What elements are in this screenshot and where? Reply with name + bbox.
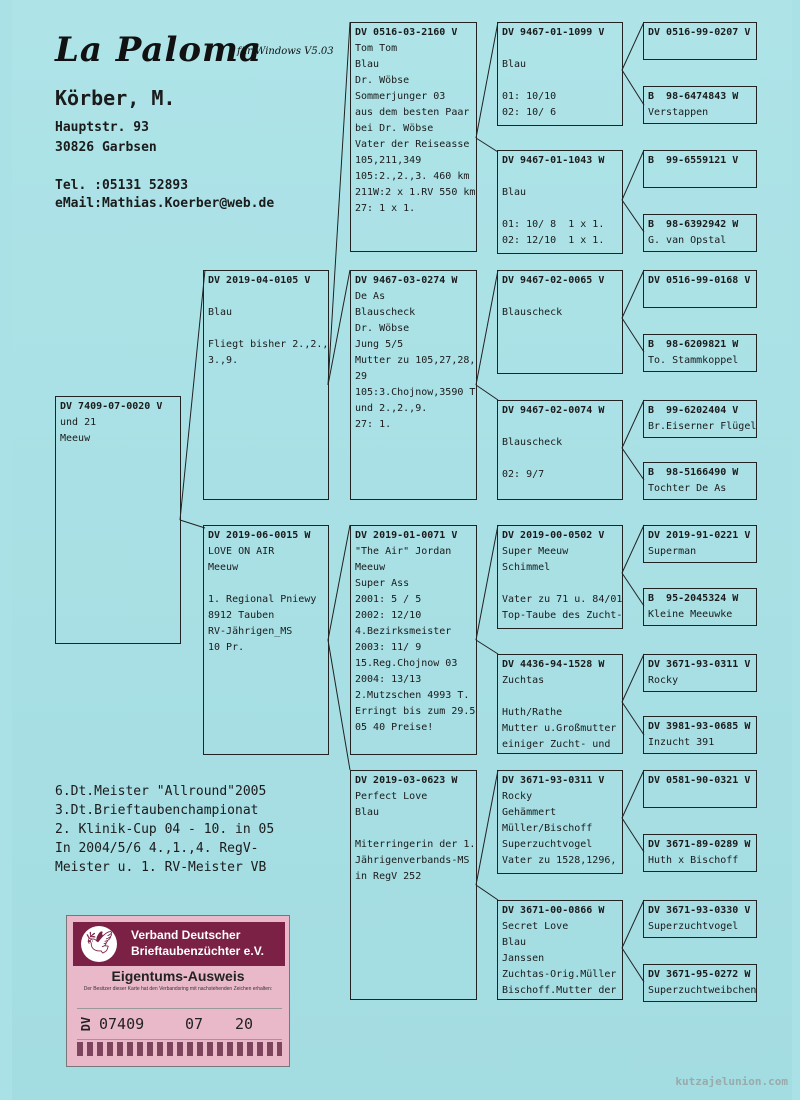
pedigree-line: Janssen (502, 953, 545, 964)
pedigree-line: Superzuchtweibchen (648, 985, 757, 996)
pedigree-line: in RegV 252 (355, 871, 422, 882)
pedigree-line: Superzuchtvogel (648, 921, 739, 932)
pedigree-box-g1 (643, 22, 757, 60)
pedigree-box-g7 (643, 400, 757, 438)
pedigree-box-g2 (643, 86, 757, 124)
ring-number: DV 0516-99-0207 V (648, 27, 751, 38)
pedigree-line: 10 Pr. (208, 642, 245, 653)
pedigree-line: 2004: 13/13 (355, 674, 422, 685)
card-security-pattern (77, 1042, 282, 1056)
watermark: kutzajelunion.com (675, 1075, 788, 1088)
pedigree-box-sds (497, 270, 623, 374)
pedigree-line: 27: 1. (355, 419, 392, 430)
pedigree-line: Vater zu 71 u. 84/01 (502, 594, 623, 605)
pedigree-line: 27: 1 x 1. (355, 203, 416, 214)
card-org-line1: Verband Deutscher (131, 928, 241, 942)
pedigree-line: einiger Zucht- und (502, 739, 611, 750)
owner-city: 30826 Garbsen (55, 140, 157, 155)
pedigree-line (502, 451, 618, 467)
pedigree-line: 29 (355, 371, 368, 382)
pedigree-line: 2003: 11/ 9 (355, 642, 422, 653)
pedigree-line: 4.Bezirksmeister (355, 626, 452, 637)
ring-number: DV 0516-03-2160 V (355, 27, 458, 38)
pedigree-line (208, 289, 324, 305)
ring-number: B 98-6392942 W (648, 219, 739, 230)
pedigree-box-g12 (643, 716, 757, 754)
pedigree-line (355, 821, 472, 837)
pedigree-line: Jährigenverbands-MS (355, 855, 470, 866)
pedigree-line: bei Dr. Wöbse (355, 123, 434, 134)
ring-number: DV 3671-00-0866 W (502, 905, 605, 916)
pedigree-box-dsd (497, 654, 623, 754)
pedigree-line: Zuchtas-Orig.Müller (502, 969, 617, 980)
pedigree-line: Blau (502, 937, 527, 948)
ring-number: DV 2019-06-0015 W (208, 530, 311, 541)
pedigree-line: Rocky (648, 675, 679, 686)
pedigree-box-dd (350, 770, 477, 1000)
pedigree-line: Tom Tom (355, 43, 398, 54)
pedigree-box-ds (350, 525, 477, 755)
pedigree-line: Verstappen (648, 107, 709, 118)
pedigree-line (502, 689, 618, 705)
pedigree-line: 105:2.,2.,3. 460 km (355, 171, 470, 182)
pedigree-box-sd (350, 270, 477, 500)
pedigree-line: Kleine Meeuwke (648, 609, 733, 620)
achievement-line: In 2004/5/6 4.,1.,4. RegV- (55, 841, 259, 856)
ownership-card (66, 915, 290, 1067)
pedigree-line: Tochter De As (648, 483, 727, 494)
pedigree-line (502, 41, 618, 57)
ring-number: DV 2019-91-0221 V (648, 530, 751, 541)
pedigree-line: Meeuw (208, 562, 239, 573)
pedigree-line: Super Ass (355, 578, 410, 589)
ring-number: B 98-5166490 W (648, 467, 739, 478)
pedigree-box-dam (203, 525, 329, 755)
app-logo: La Paloma (55, 30, 263, 70)
owner-phone: Tel. :05131 52893 (55, 178, 189, 193)
pedigree-line: Blau (502, 59, 527, 70)
pedigree-line: Br.Eiserner Flügel (648, 421, 757, 432)
pedigree-line: 02: 12/10 1 x 1. (502, 235, 605, 246)
card-org-line2: Brieftaubenzüchter e.V. (131, 944, 264, 958)
achievement-line: 6.Dt.Meister "Allround"2005 (55, 784, 267, 799)
pedigree-box-g16 (643, 964, 757, 1002)
pedigree-line: 8912 Tauben (208, 610, 275, 621)
pedigree-line: 01: 10/10 (502, 91, 557, 102)
ring-number: DV 3671-93-0330 V (648, 905, 751, 916)
ring-number: DV 2019-00-0502 V (502, 530, 605, 541)
pedigree-line: Blauscheck (502, 307, 563, 318)
ring-number: DV 9467-01-1099 V (502, 27, 605, 38)
ring-number: B 95-2045324 W (648, 593, 739, 604)
pedigree-line: LOVE ON AIR (208, 546, 275, 557)
ring-number: DV 4436-94-1528 W (502, 659, 605, 670)
pedigree-box-g6 (643, 334, 757, 372)
pedigree-line: Fliegt bisher 2.,2., (208, 339, 329, 350)
ring-number: B 99-6559121 V (648, 155, 739, 166)
pedigree-box-sdd (497, 400, 623, 500)
dove-icon: 🕊 (81, 926, 117, 962)
ring-number: DV 9467-02-0074 W (502, 405, 605, 416)
pedigree-line: 105:3.Chojnow,3590 T (355, 387, 476, 398)
pedigree-line: Blau (355, 59, 380, 70)
ring-number: DV 3671-93-0311 V (502, 775, 605, 786)
pedigree-line: Sommerjunger 03 (355, 91, 446, 102)
card-ring-no: 20 (235, 1015, 254, 1033)
pedigree-line: 02: 9/7 (502, 469, 545, 480)
pedigree-box-dss (497, 525, 623, 629)
card-header (73, 922, 285, 966)
achievement-line: 2. Klinik-Cup 04 - 10. in 05 (55, 822, 275, 837)
pedigree-line: und 2.,2.,9. (355, 403, 428, 414)
pedigree-line: G. van Opstal (648, 235, 727, 246)
achievement-line: Meister u. 1. RV-Meister VB (55, 860, 267, 875)
pedigree-line (502, 289, 618, 305)
owner-name: Körber, M. (55, 86, 176, 110)
ring-number: DV 7409-07-0020 V (60, 401, 163, 412)
pedigree-line: 2001: 5 / 5 (355, 594, 422, 605)
pedigree-line: 2002: 12/10 (355, 610, 422, 621)
pedigree-line: Meeuw (355, 562, 386, 573)
pedigree-line: Miterringerin der 1. (355, 839, 476, 850)
achievements-list (55, 782, 274, 877)
pedigree-line: Müller/Bischoff (502, 823, 593, 834)
pedigree-line: Jung 5/5 (355, 339, 404, 350)
card-ring-number (77, 1008, 282, 1040)
pedigree-line: 211W:2 x 1.RV 550 km (355, 187, 476, 198)
pedigree-box-ssd (497, 150, 623, 254)
pedigree-line: "The Air" Jordan (355, 546, 452, 557)
pedigree-box-g8 (643, 462, 757, 500)
pedigree-line: Super Meeuw (502, 546, 569, 557)
pedigree-line (502, 169, 618, 185)
pedigree-line: Blauscheck (355, 307, 416, 318)
pedigree-line: Blau (208, 307, 233, 318)
pedigree-line: Dr. Wöbse (355, 75, 410, 86)
pedigree-line: Schimmel (502, 562, 551, 573)
ring-number: DV 3981-93-0685 W (648, 721, 751, 732)
pedigree-box-g10 (643, 588, 757, 626)
pedigree-line: 15.Reg.Chojnow 03 (355, 658, 458, 669)
pedigree-line: 2.Mutzschen 4993 T. (355, 690, 470, 701)
pedigree-line: 02: 10/ 6 (502, 107, 557, 118)
pedigree-line (502, 201, 618, 217)
pedigree-box-sire (203, 270, 329, 500)
ring-number: DV 0516-99-0168 V (648, 275, 751, 286)
ring-number: DV 2019-03-0623 W (355, 775, 458, 786)
pedigree-line: RV-Jährigen_MS (208, 626, 293, 637)
pedigree-line: Blauscheck (502, 437, 563, 448)
ring-number: DV 9467-01-1043 W (502, 155, 605, 166)
pedigree-line: Mutter u.Großmutter (502, 723, 617, 734)
pedigree-line: Gehämmert (502, 807, 557, 818)
pedigree-line: 01: 10/ 8 1 x 1. (502, 219, 605, 230)
pedigree-line: Vater der Reiseasse (355, 139, 470, 150)
pedigree-line: Secret Love (502, 921, 569, 932)
ring-number: DV 9467-03-0274 W (355, 275, 458, 286)
pedigree-line: Blau (355, 807, 380, 818)
owner-street: Hauptstr. 93 (55, 120, 149, 135)
pedigree-box-g15 (643, 900, 757, 938)
ring-number: DV 3671-93-0311 V (648, 659, 751, 670)
card-year: 07 (185, 1015, 204, 1033)
pedigree-box-ss (350, 22, 477, 252)
pedigree-box-sss (497, 22, 623, 126)
pedigree-box-dds (497, 770, 623, 874)
ring-number: DV 9467-02-0065 V (502, 275, 605, 286)
pedigree-line: 105,211,349 (355, 155, 422, 166)
pedigree-box-g3 (643, 150, 757, 188)
pedigree-box-ddd (497, 900, 623, 1000)
ring-number: DV 2019-04-0105 V (208, 275, 311, 286)
owner-email: eMail:Mathias.Koerber@web.de (55, 196, 275, 211)
pedigree-line: Inzucht 391 (648, 737, 715, 748)
pedigree-line: Meeuw (60, 433, 91, 444)
pedigree-line: Blau (502, 187, 527, 198)
card-number: 07409 (99, 1015, 145, 1033)
ring-number: B 99-6202404 V (648, 405, 739, 416)
card-title: Eigentums-Ausweis (111, 968, 245, 984)
ring-number: B 98-6474843 W (648, 91, 739, 102)
ring-number: DV 2019-01-0071 V (355, 530, 458, 541)
pedigree-line: Mutter zu 105,27,28, (355, 355, 476, 366)
pedigree-box-g9 (643, 525, 757, 563)
achievement-line: 3.Dt.Brieftaubenchampionat (55, 803, 259, 818)
app-version: für Windows V5.03 (237, 46, 334, 57)
pedigree-line: Vater zu 1528,1296, (502, 855, 617, 866)
ring-number: B 98-6209821 W (648, 339, 739, 350)
pedigree-line: 05 40 Preise! (355, 722, 434, 733)
pedigree-line: Superman (648, 546, 697, 557)
pedigree-line (208, 576, 324, 592)
pedigree-line: Perfect Love (355, 791, 428, 802)
pedigree-line: aus dem besten Paar (355, 107, 470, 118)
pedigree-line: Top-Taube des Zucht- (502, 610, 623, 621)
ring-number: DV 3671-89-0289 W (648, 839, 751, 850)
pedigree-line: Dr. Wöbse (355, 323, 410, 334)
pedigree-line: Superzuchtvogel (502, 839, 593, 850)
pedigree-line: De As (355, 291, 386, 302)
pedigree-line: und 21 (60, 417, 97, 428)
pedigree-line (502, 419, 618, 435)
pedigree-line (208, 321, 324, 337)
ring-number: DV 0581-90-0321 V (648, 775, 751, 786)
pedigree-line: Huth/Rathe (502, 707, 563, 718)
pedigree-line: 3.,9. (208, 355, 239, 366)
pedigree-box-subject (55, 396, 181, 644)
ring-number: DV 3671-95-0272 W (648, 969, 751, 980)
pedigree-box-g11 (643, 654, 757, 692)
pedigree-line: To. Stammkoppel (648, 355, 739, 366)
card-fine-print: Der Besitzer dieser Karte hat den Verbandsring mit nachstehenden Zeichen erhalten: (83, 986, 273, 992)
pedigree-box-g13 (643, 770, 757, 808)
pedigree-line (502, 576, 618, 592)
pedigree-box-g4 (643, 214, 757, 252)
pedigree-line: 1. Regional Pniewy (208, 594, 317, 605)
pedigree-line (502, 73, 618, 89)
pedigree-line: Erringt bis zum 29.5 (355, 706, 476, 717)
card-prefix: DV (79, 1016, 94, 1032)
pedigree-line: Zuchtas (502, 675, 545, 686)
pedigree-line: Bischoff.Mutter der (502, 985, 617, 996)
pedigree-box-g5 (643, 270, 757, 308)
pedigree-box-g14 (643, 834, 757, 872)
pedigree-line: Rocky (502, 791, 533, 802)
pedigree-line: Huth x Bischoff (648, 855, 739, 866)
